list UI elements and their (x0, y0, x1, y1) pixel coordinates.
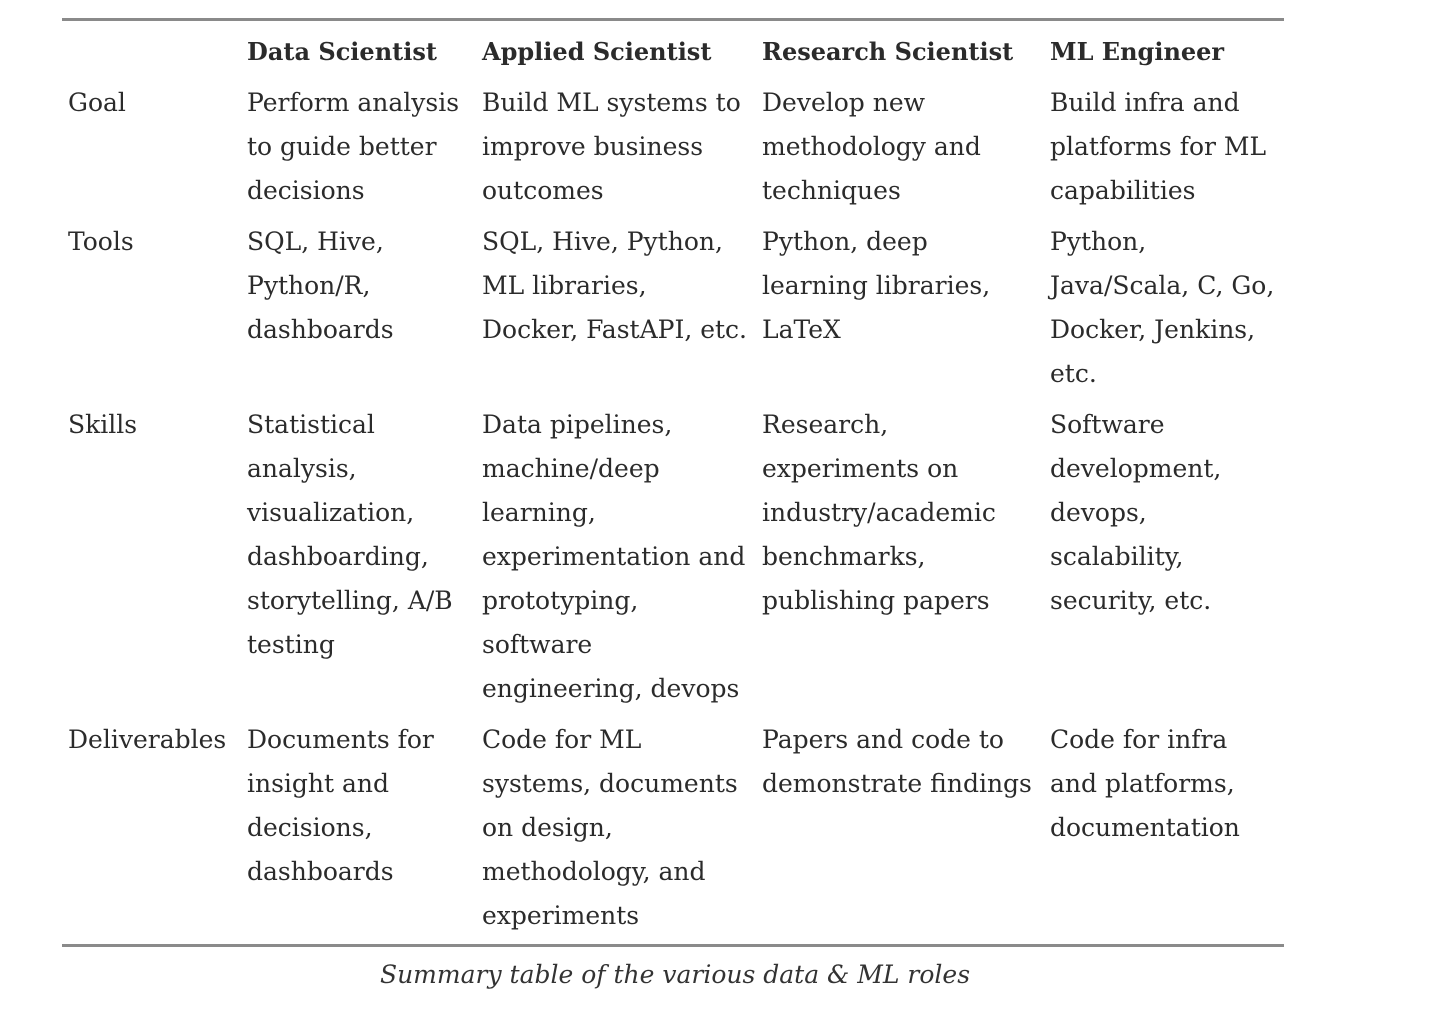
table-cell: Build ML systems to improve business outcomes (482, 88, 741, 205)
table-cell: Python, deep learning libraries, LaTeX (762, 227, 991, 344)
header-row (62, 21, 1284, 81)
table-cell: Python, Java/Scala, C, Go, Docker, Jenkins, etc. (1050, 227, 1275, 388)
row-label-goal: Goal (68, 88, 126, 117)
row-label-deliverables: Deliverables (68, 725, 227, 754)
table-cell: Papers and code to demonstrate findings (762, 725, 1032, 798)
table-cell: SQL, Hive, Python/R, dashboards (247, 227, 394, 344)
row-label-tools: Tools (68, 227, 134, 256)
bottom-rule (62, 944, 1284, 947)
table-cell: Documents for insight and decisions, dashboards (247, 725, 434, 886)
header-data-scientist: Data Scientist (247, 37, 437, 66)
table-cell: SQL, Hive, Python, ML libraries, Docker, FastAPI, etc. (482, 227, 748, 344)
table-row-skills (62, 403, 1284, 718)
table-cell: Build infra and platforms for ML capabilities (1050, 88, 1267, 205)
roles-table-container (62, 18, 1284, 947)
roles-summary-table (62, 21, 1284, 944)
table-cell: Software development, devops, scalability, security, etc. (1050, 410, 1222, 615)
table-caption: Summary table of the various data & ML roles (379, 960, 971, 989)
table-cell: Develop new methodology and techniques (762, 88, 981, 205)
header-applied-scientist: Applied Scientist (482, 37, 712, 66)
row-label-skills: Skills (68, 410, 138, 439)
header-corner (62, 21, 241, 81)
table-row-tools (62, 220, 1284, 403)
header-ml-engineer: ML Engineer (1050, 37, 1225, 66)
table-cell: Statistical analysis, visualization, dashboarding, storytelling, A/B testing (247, 410, 453, 659)
table-cell: Code for infra and platforms, documentation (1050, 725, 1240, 842)
header-research-scientist: Research Scientist (762, 37, 1014, 66)
table-cell: Research, experiments on industry/academic benchmarks, publishing papers (762, 410, 996, 615)
table-cell: Code for ML systems, documents on design, methodology, and experiments (482, 725, 738, 930)
table-cell: Perform analysis to guide better decisions (247, 88, 460, 205)
table-row-deliverables (62, 718, 1284, 944)
table-cell: Data pipelines, machine/deep learning, experimentation and prototyping, software engineering, devops (482, 410, 746, 703)
table-row-goal (62, 81, 1284, 220)
